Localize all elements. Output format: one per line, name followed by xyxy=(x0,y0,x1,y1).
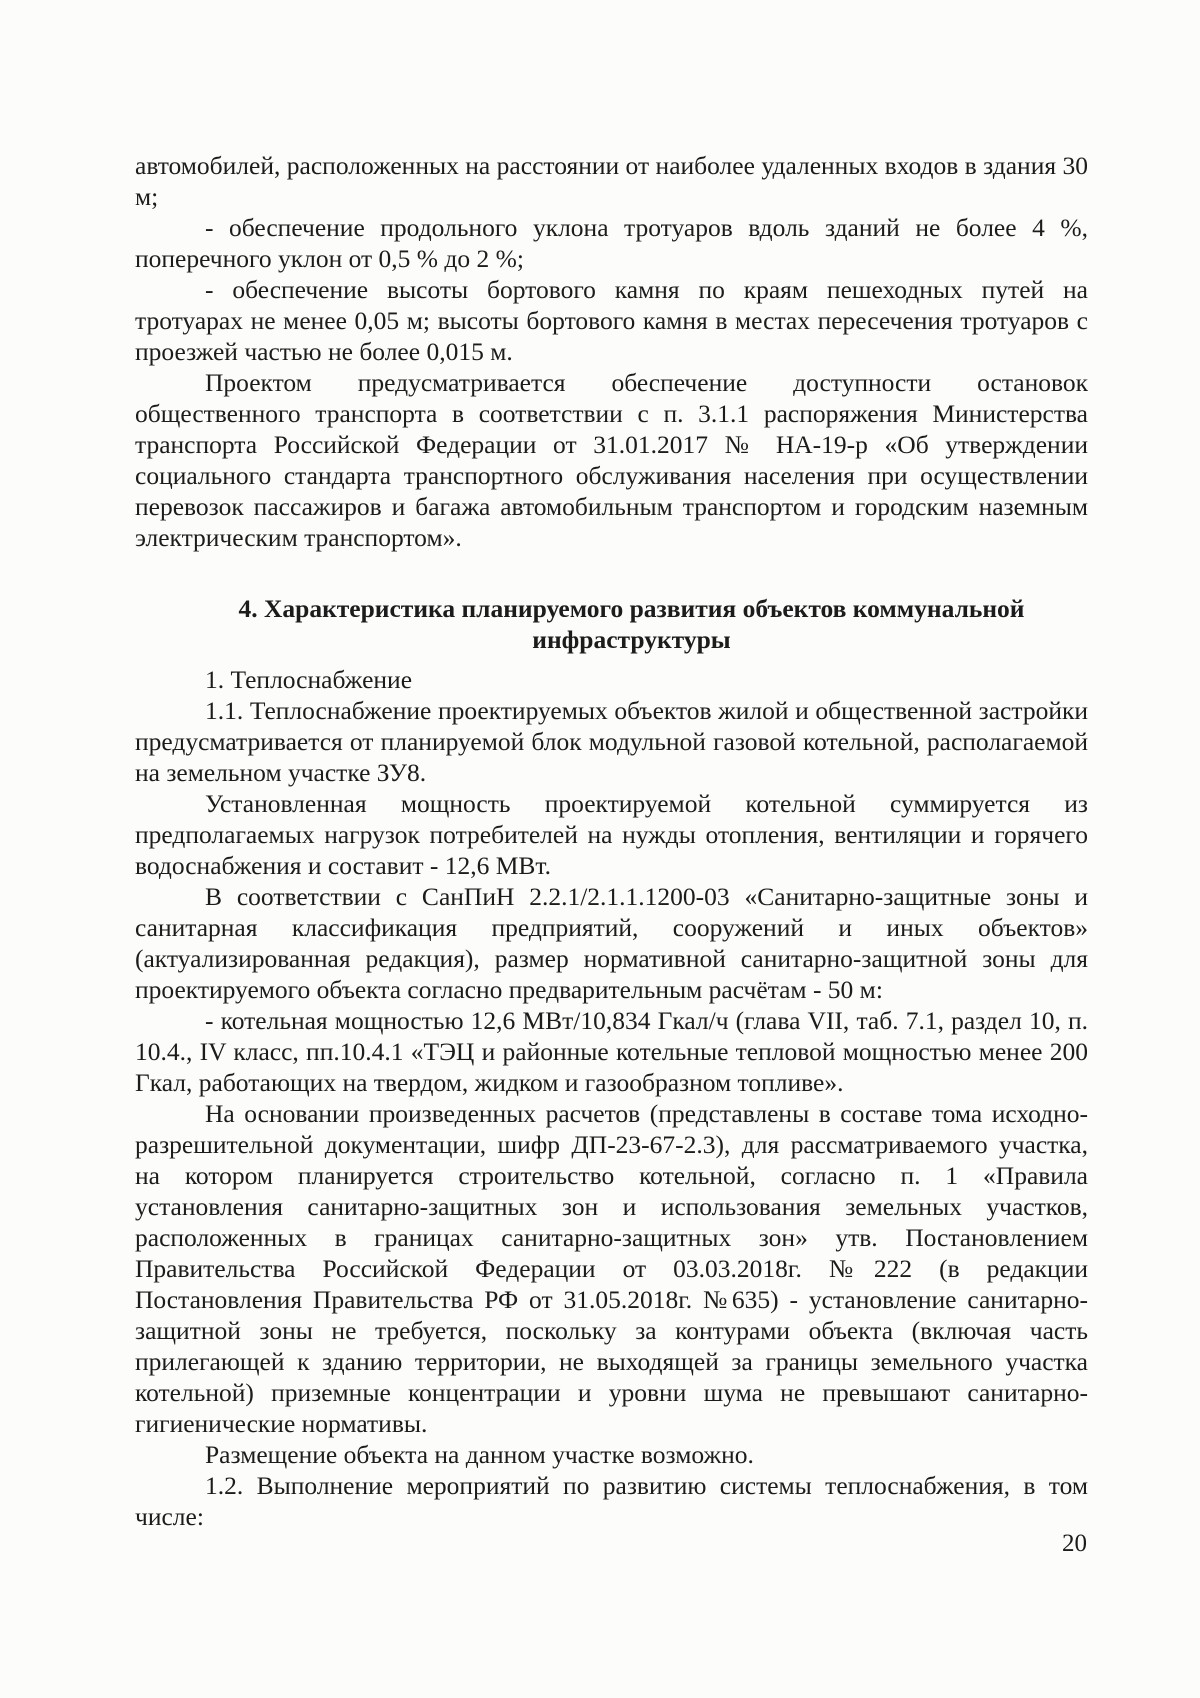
paragraph-slope-requirement: - обеспечение продольного уклона тротуаров вдоль зданий не более 4 %, поперечного уклон от 0,5 % до 2 %; xyxy=(135,213,1088,273)
paragraph-heat-supply-title: 1. Теплоснабжение xyxy=(205,665,413,694)
section-heading: 4. Характеристика планируемого развития объектов коммунальной инфраструктуры xyxy=(238,594,1025,654)
paragraph-calculations: На основании произведенных расчетов (представлены в составе тома исходно-разрешительной документации, шифр ДП-23-67-2.3), для рассматриваемого участка, на котором планируется строительство котельной, согласно п. 1 «Правила установления санитарно-защитных зон и использования земельных участков, расположенных в границах санитарно-защитных зон» утв. Постановлением Правительства Российской Федерации от 03.03.2018г. №222 (в редакции Постановления Правительства РФ от 31.05.2018г. №635) - установление санитарно-защитной зоны не требуется, поскольку за контурами объекта (включая часть прилегающей к зданию территории, не выходящей за границы земельного участка котельной) приземные концентрации и уровни шума не превышают санитарно-гигиенические нормативы. xyxy=(135,1099,1088,1438)
page-number: 20 xyxy=(1062,1530,1087,1557)
paragraph-curb-requirement: - обеспечение высоты бортового камня по краям пешеходных путей на тротуарах не менее 0,05 м; высоты бортового камня в местах пересечения тротуаров с проезжей частью не более 0,015 м. xyxy=(135,275,1088,366)
page-content xyxy=(135,150,1088,1532)
paragraph-boiler-capacity: - котельная мощностью 12,6 МВт/10,834 Гкал/ч (глава VII, таб. 7.1, раздел 10, п. 10.4., IV класс, пп.10.4.1 «ТЭЦ и районные котельные тепловой мощностью менее 200 Гкал, работающих на твердом, жидком и газообразном топливе». xyxy=(135,1006,1088,1097)
paragraph-heat-measures: 1.2. Выполнение мероприятий по развитию системы теплоснабжения, в том числе: xyxy=(135,1471,1088,1531)
paragraph-placement-possible: Размещение объекта на данном участке возможно. xyxy=(205,1440,754,1469)
paragraph-installed-capacity: Установленная мощность проектируемой котельной суммируется из предполагаемых нагрузок потребителей на нужды отопления, вентиляции и горячего водоснабжения и составит - 12,6 МВт. xyxy=(135,789,1088,880)
paragraph-continuation: автомобилей, расположенных на расстоянии от наиболее удаленных входов в здания 30 м; xyxy=(135,151,1088,211)
paragraph-heat-supply-source: 1.1. Теплоснабжение проектируемых объектов жилой и общественной застройки предусматривается от планируемой блок модульной газовой котельной, располагаемой на земельном участке ЗУ8. xyxy=(135,696,1088,787)
paragraph-transport-accessibility: Проектом предусматривается обеспечение доступности остановок общественного транспорта в соответствии с п. 3.1.1 распоряжения Министерства транспорта Российской Федерации от 31.01.2017 № НА-19-р «Об утверждении социального стандарта транспортного обслуживания населения при осуществлении перевозок пассажиров и багажа автомобильным транспортом и городским наземным электрическим транспортом». xyxy=(135,368,1088,552)
paragraph-sanitary-zone: В соответствии с СанПиН 2.2.1/2.1.1.1200-03 «Санитарно-защитные зоны и санитарная классификация предприятий, сооружений и иных объектов» (актуализированная редакция), размер нормативной санитарно-защитной зоны для проектируемого объекта согласно предварительным расчётам - 50 м: xyxy=(135,882,1088,1004)
